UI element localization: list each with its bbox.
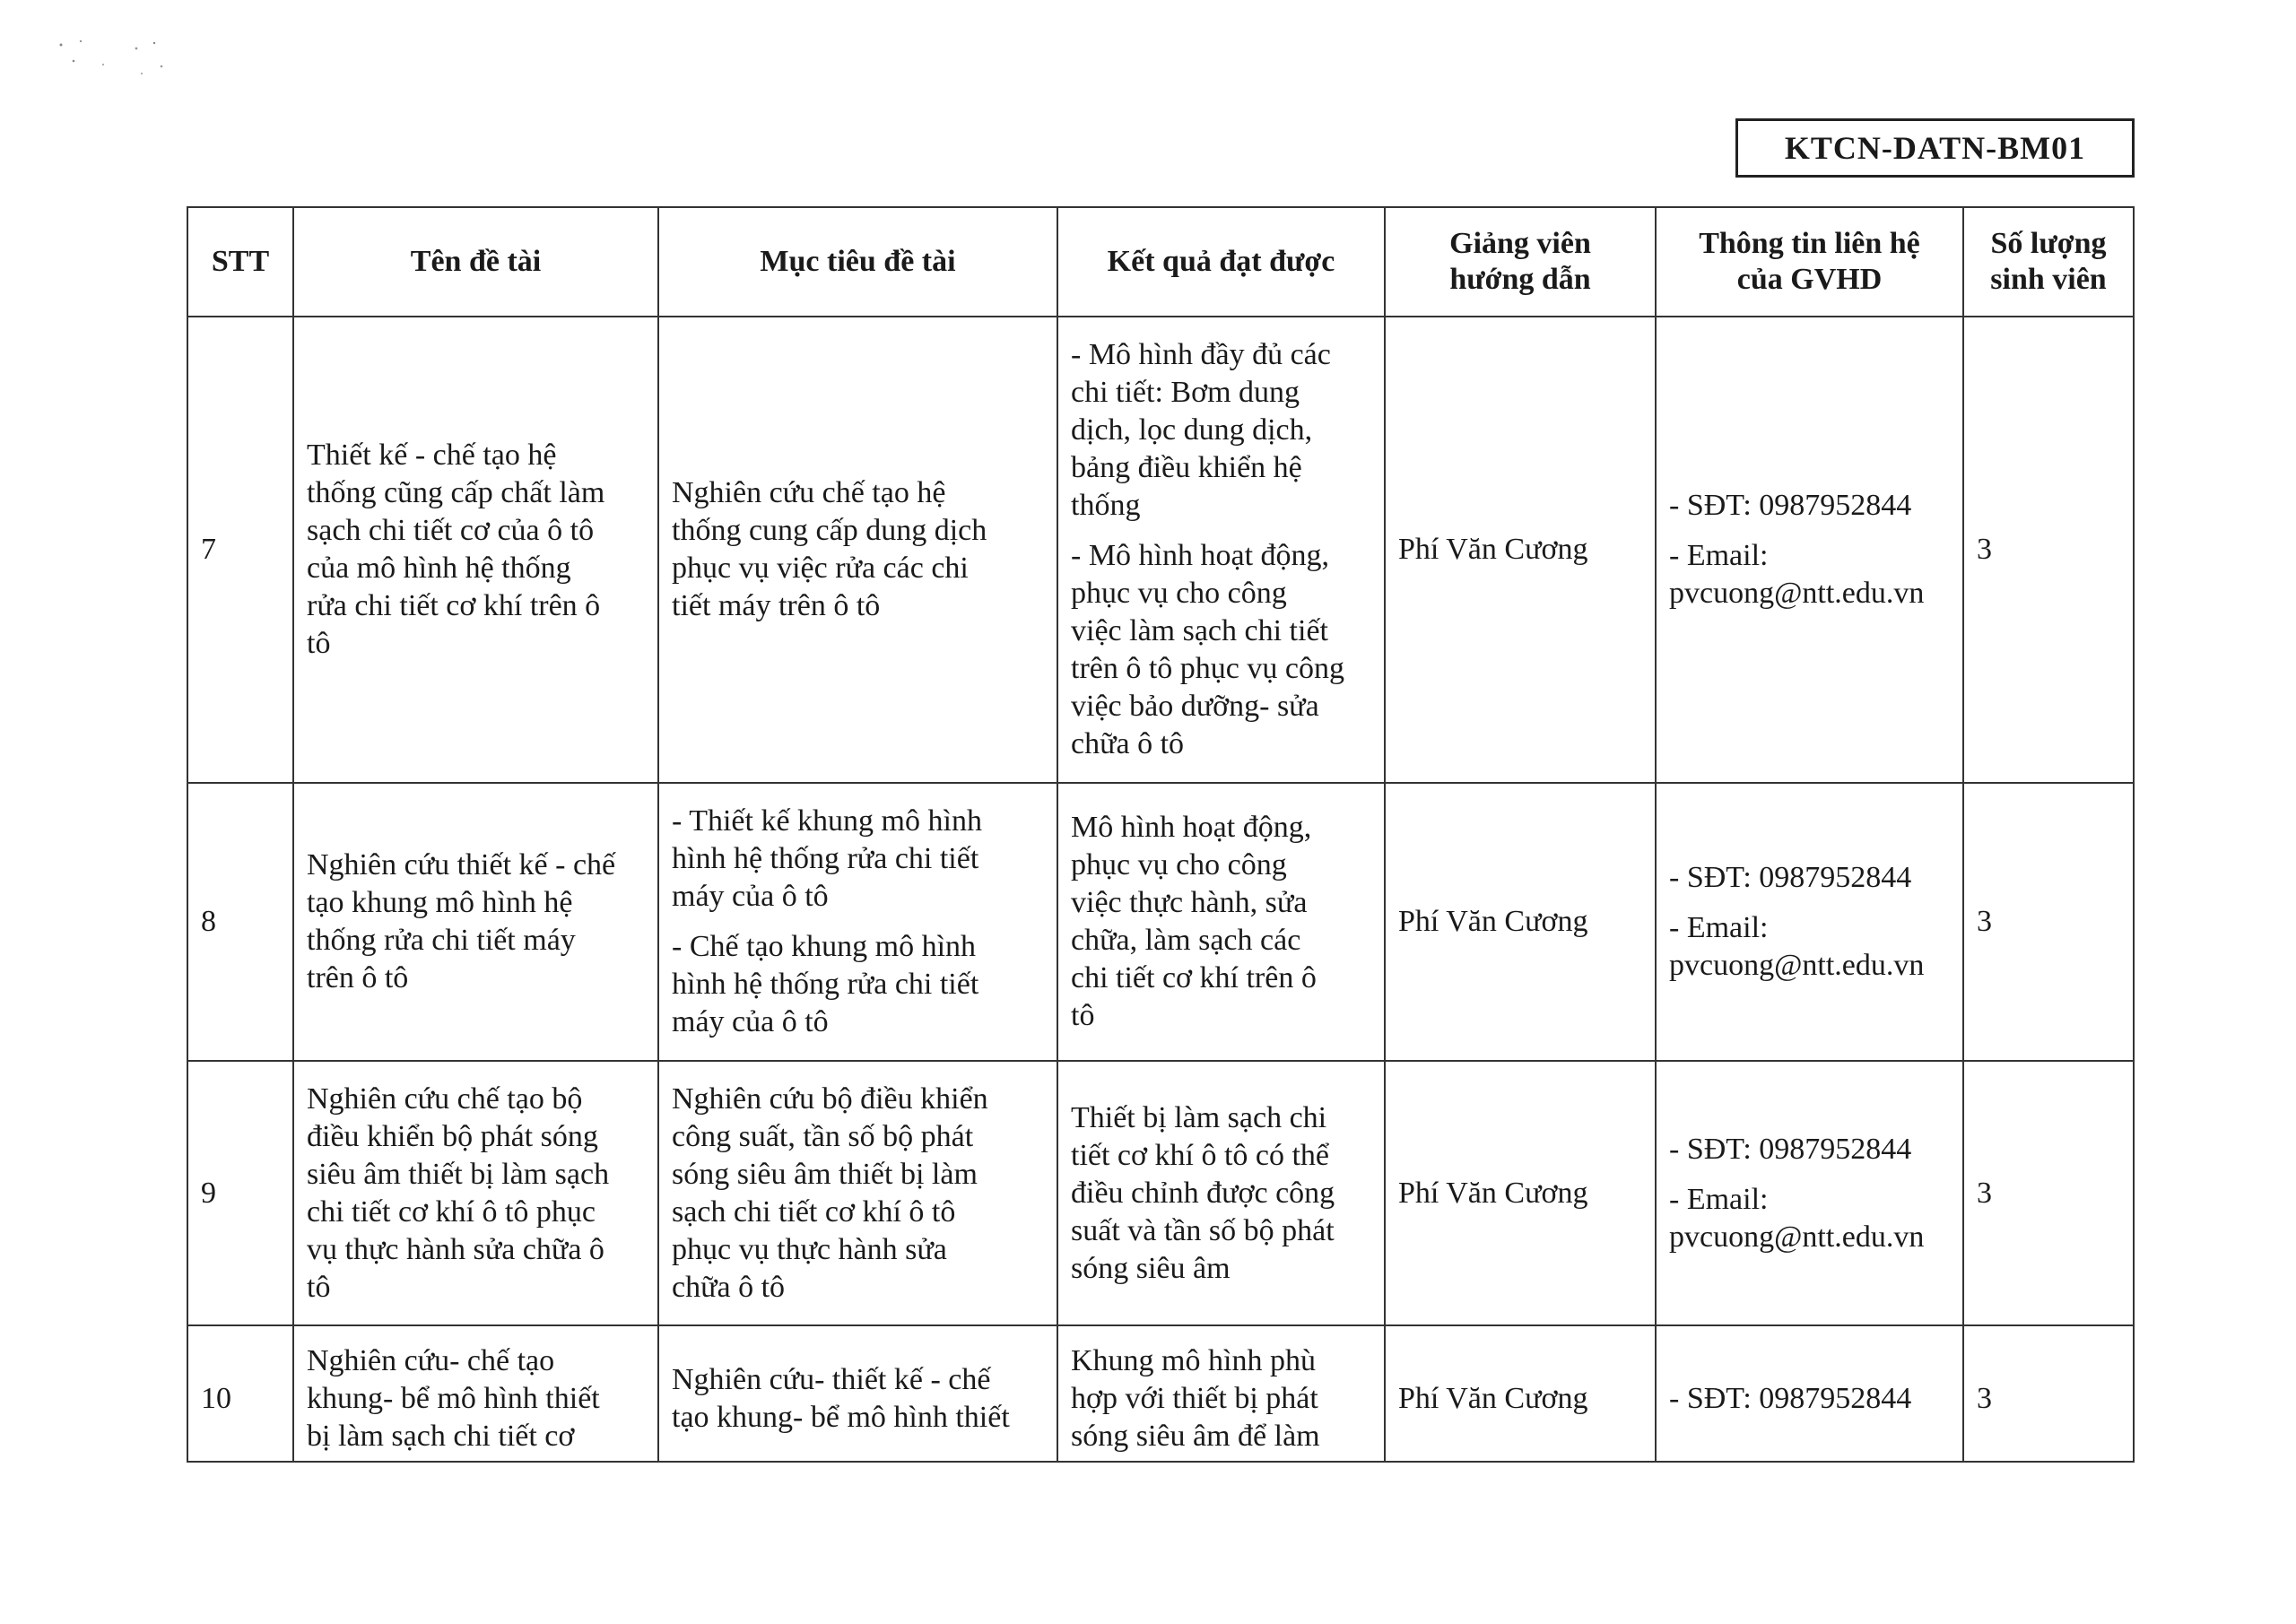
table-row [187, 1061, 2134, 1325]
cell-ket-qua [1057, 1061, 1385, 1325]
cell-muc-tieu [658, 1325, 1057, 1462]
header-row [187, 207, 2134, 317]
text-line: chữa ô tô [1071, 727, 1185, 760]
table-row [187, 783, 2134, 1061]
text-line: Nghiên cứu chế tạo bộ [307, 1081, 583, 1116]
cell-ten-de-tai [293, 1325, 658, 1462]
header-so-luong-line: Số lượng [1990, 227, 2107, 260]
text-line: thống rửa chi tiết máy [307, 924, 576, 957]
cell-ten-de-tai [293, 1061, 658, 1325]
text-line: Mô hình hoạt động, [1071, 811, 1312, 844]
scan-speck-marks [54, 36, 179, 81]
text-line: Nghiên cứu- chế tạo [307, 1344, 555, 1377]
text-line: phục vụ cho công [1071, 848, 1287, 881]
text-line: Nghiên cứu- thiết kế - chế [672, 1363, 991, 1396]
cell-giang-vien: Phí Văn Cương [1385, 1061, 1656, 1325]
text-line: việc thực hành, sửa [1071, 886, 1308, 919]
text-line: sóng siêu âm [1071, 1251, 1231, 1285]
text-line: tô [307, 627, 331, 660]
text-line: điều chỉnh được công [1071, 1176, 1335, 1210]
header-stt: STT [187, 207, 293, 317]
cell-lien-he [1656, 317, 1963, 783]
header-lien-he [1656, 207, 1963, 317]
text-line: bảng điều khiển hệ [1071, 451, 1302, 484]
email-label: - Email: [1669, 911, 1769, 944]
header-ten-de-tai: Tên đề tài [293, 207, 658, 317]
cell-lien-he [1656, 1325, 1963, 1462]
text-line: chi tiết cơ khí trên ô [1071, 961, 1317, 994]
text-line: bị làm sạch chi tiết cơ [307, 1420, 575, 1453]
text-line: Nghiên cứu thiết kế - chế [307, 848, 616, 881]
phone-text: - SĐT: 0987952844 [1669, 1382, 1912, 1415]
cell-ten-de-tai [293, 317, 658, 783]
header-lien-he-line: Thông tin liên hệ [1699, 227, 1920, 260]
text-line: sóng siêu âm thiết bị làm [672, 1157, 978, 1191]
text-line: rửa chi tiết cơ khí trên ô [307, 589, 601, 622]
text-line: máy của ô tô [672, 880, 829, 913]
text-line: chữa, làm sạch các [1071, 924, 1301, 957]
text-line: - Mô hình đầy đủ các [1071, 338, 1331, 371]
table-row [187, 1325, 2134, 1462]
text-line: tạo khung mô hình hệ [307, 886, 573, 919]
text-line: phục vụ việc rửa các chi [672, 551, 969, 585]
text-line: trên ô tô [307, 961, 409, 994]
cell-giang-vien: Phí Văn Cương [1385, 1325, 1656, 1462]
email-text: pvcuong@ntt.edu.vn [1669, 1220, 1925, 1254]
cell-muc-tieu [658, 783, 1057, 1061]
phone-text: - SĐT: 0987952844 [1669, 1132, 1912, 1166]
phone-text: - SĐT: 0987952844 [1669, 489, 1912, 522]
text-line: việc làm sạch chi tiết [1071, 614, 1328, 647]
text-line: chi tiết cơ khí ô tô phục [307, 1194, 596, 1229]
cell-so-luong: 3 [1963, 1325, 2134, 1462]
text-line: phục vụ thực hành sửa [672, 1232, 947, 1266]
cell-giang-vien: Phí Văn Cương [1385, 783, 1656, 1061]
cell-muc-tieu [658, 317, 1057, 783]
text-line: sạch chi tiết cơ của ô tô [307, 514, 595, 547]
cell-stt: 8 [187, 783, 293, 1061]
cell-ket-qua [1057, 317, 1385, 783]
text-line: tô [1071, 999, 1095, 1032]
text-line: hợp với thiết bị phát [1071, 1382, 1318, 1415]
cell-stt: 10 [187, 1325, 293, 1462]
text-line: việc bảo dưỡng- sửa [1071, 690, 1319, 723]
text-line: tiết cơ khí ô tô có thể [1071, 1138, 1330, 1172]
text-line: Thiết kế - chế tạo hệ [307, 439, 557, 472]
text-line: sạch chi tiết cơ khí ô tô [672, 1194, 956, 1229]
text-line: Nghiên cứu chế tạo hệ [672, 476, 946, 509]
form-code-box: KTCN-DATN-BM01 [1735, 118, 2135, 178]
header-lien-he-line: của GVHD [1736, 263, 1883, 296]
text-line: khung- bể mô hình thiết [307, 1382, 600, 1415]
text-line: Thiết bị làm sạch chi [1071, 1100, 1327, 1134]
header-ket-qua: Kết quả đạt được [1057, 207, 1385, 317]
email-label: - Email: [1669, 539, 1769, 572]
thesis-topics-table [187, 206, 2135, 1463]
text-line: vụ thực hành sửa chữa ô [307, 1232, 604, 1266]
text-line: chữa ô tô [672, 1270, 786, 1304]
text-line: thống cũng cấp chất làm [307, 476, 605, 509]
table-row [187, 317, 2134, 783]
header-so-luong-line: sinh viên [1990, 263, 2107, 296]
text-line: Nghiên cứu bộ điều khiển [672, 1081, 988, 1116]
cell-stt: 9 [187, 1061, 293, 1325]
text-line: tạo khung- bể mô hình thiết [672, 1401, 1010, 1434]
text-line: trên ô tô phục vụ công [1071, 652, 1344, 685]
text-line: tô [307, 1270, 331, 1304]
text-line: suất và tần số bộ phát [1071, 1213, 1335, 1247]
text-line: hình hệ thống rửa chi tiết [672, 842, 979, 875]
cell-ket-qua [1057, 1325, 1385, 1462]
text-line: điều khiển bộ phát sóng [307, 1119, 598, 1153]
cell-lien-he [1656, 1061, 1963, 1325]
text-line: tiết máy trên ô tô [672, 589, 881, 622]
cell-so-luong: 3 [1963, 783, 2134, 1061]
cell-stt: 7 [187, 317, 293, 783]
text-line: thống [1071, 489, 1141, 522]
text-line: siêu âm thiết bị làm sạch [307, 1157, 610, 1191]
cell-lien-he [1656, 783, 1963, 1061]
phone-text: - SĐT: 0987952844 [1669, 861, 1912, 894]
text-line: máy của ô tô [672, 1005, 829, 1038]
header-muc-tieu: Mục tiêu đề tài [658, 207, 1057, 317]
text-line: sóng siêu âm để làm [1071, 1420, 1320, 1453]
text-line: chi tiết: Bơm dung [1071, 376, 1300, 409]
header-so-luong [1963, 207, 2134, 317]
header-giang-vien-line: Giảng viên [1449, 227, 1591, 260]
text-line: phục vụ cho công [1071, 577, 1287, 610]
text-line: hình hệ thống rửa chi tiết [672, 968, 979, 1001]
email-text: pvcuong@ntt.edu.vn [1669, 577, 1925, 610]
cell-muc-tieu [658, 1061, 1057, 1325]
text-line: công suất, tần số bộ phát [672, 1119, 974, 1153]
cell-so-luong: 3 [1963, 317, 2134, 783]
cell-giang-vien: Phí Văn Cương [1385, 317, 1656, 783]
cell-ten-de-tai [293, 783, 658, 1061]
text-line: Khung mô hình phù [1071, 1344, 1316, 1377]
text-line: dịch, lọc dung dịch, [1071, 413, 1313, 447]
text-line: của mô hình hệ thống [307, 551, 571, 585]
email-label: - Email: [1669, 1182, 1769, 1216]
header-giang-vien-line: hướng dẫn [1449, 263, 1591, 296]
email-text: pvcuong@ntt.edu.vn [1669, 949, 1925, 982]
header-giang-vien [1385, 207, 1656, 317]
cell-ket-qua [1057, 783, 1385, 1061]
text-line: - Chế tạo khung mô hình [672, 930, 977, 963]
text-line: - Mô hình hoạt động, [1071, 539, 1330, 572]
text-line: thống cung cấp dung dịch [672, 514, 987, 547]
cell-so-luong: 3 [1963, 1061, 2134, 1325]
text-line: - Thiết kế khung mô hình [672, 804, 982, 838]
